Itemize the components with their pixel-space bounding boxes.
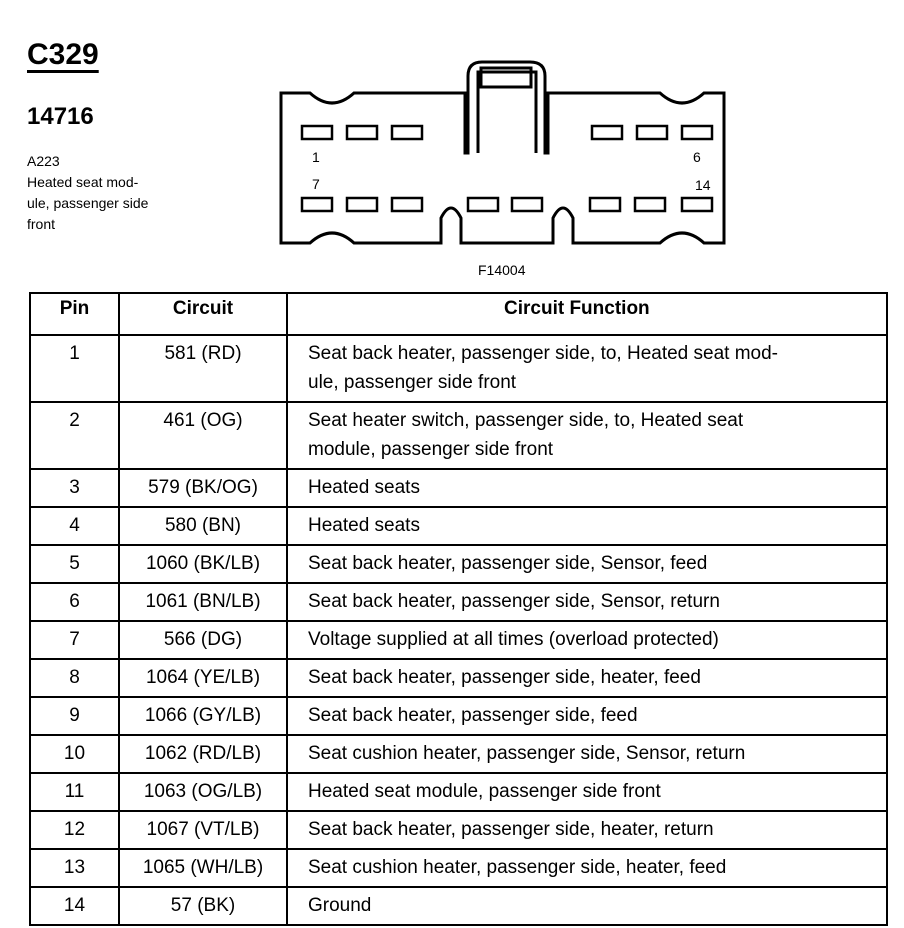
circuit-code: 461 (OG) (119, 402, 287, 469)
circuit-function (287, 887, 887, 925)
pin-number: 9 (30, 697, 119, 735)
description-line: Heated seat mod- (27, 174, 139, 190)
pin-label-1: 1 (312, 149, 320, 165)
circuit-code: 566 (DG) (119, 621, 287, 659)
table-row (30, 469, 887, 507)
table-row (30, 335, 887, 402)
pin-number: 10 (30, 735, 119, 773)
pin-cavity (347, 126, 377, 139)
circuit-function-line: Heated seats (308, 477, 420, 498)
circuit-function-line: module, passenger side front (308, 439, 554, 460)
pin-cavity (392, 126, 422, 139)
table-row (30, 697, 887, 735)
circuit-function (287, 335, 887, 402)
connector-id: C329 (27, 38, 99, 71)
circuit-code: 1062 (RD/LB) (119, 735, 287, 773)
pin-label-6: 6 (693, 149, 701, 165)
pin-number: 1 (30, 335, 119, 402)
pin-cavity (512, 198, 542, 211)
table-row (30, 811, 887, 849)
circuit-code: 581 (RD) (119, 335, 287, 402)
circuit-code: 579 (BK/OG) (119, 469, 287, 507)
description-line: ule, passenger side (27, 195, 149, 211)
circuit-code: 1065 (WH/LB) (119, 849, 287, 887)
circuit-function (287, 583, 887, 621)
pin-number: 7 (30, 621, 119, 659)
pin-cavity (682, 126, 712, 139)
table-row (30, 659, 887, 697)
table-row (30, 887, 887, 925)
table-row (30, 849, 887, 887)
circuit-function (287, 659, 887, 697)
pin-cavity (347, 198, 377, 211)
circuit-code: 1066 (GY/LB) (119, 697, 287, 735)
circuit-function-line: Seat cushion heater, passenger side, Sensor, return (308, 743, 746, 764)
pin-cavity (592, 126, 622, 139)
pin-number: 3 (30, 469, 119, 507)
circuit-function (287, 545, 887, 583)
pin-number: 6 (30, 583, 119, 621)
circuit-code: 1067 (VT/LB) (119, 811, 287, 849)
pin-number: 8 (30, 659, 119, 697)
header-circuit-function: Circuit Function (287, 293, 887, 335)
circuit-function (287, 849, 887, 887)
circuit-code: 1060 (BK/LB) (119, 545, 287, 583)
pin-cavity (302, 126, 332, 139)
description-line: A223 (27, 153, 60, 169)
pin-number: 4 (30, 507, 119, 545)
pin-cavity (590, 198, 620, 211)
circuit-function-line: Seat back heater, passenger side, Sensor, feed (308, 553, 708, 574)
circuit-function-line: Seat back heater, passenger side, to, Heated seat mod- (308, 343, 779, 364)
pin-cavity (302, 198, 332, 211)
table-row (30, 773, 887, 811)
header-circuit: Circuit (119, 293, 287, 335)
circuit-code: 1061 (BN/LB) (119, 583, 287, 621)
pin-number: 2 (30, 402, 119, 469)
table-header-row (30, 293, 887, 335)
table-row (30, 402, 887, 469)
description-line: front (27, 216, 56, 232)
circuit-code: 580 (BN) (119, 507, 287, 545)
pin-number: 14 (30, 887, 119, 925)
circuit-function (287, 402, 887, 469)
circuit-function (287, 469, 887, 507)
pin-number: 12 (30, 811, 119, 849)
table-row (30, 583, 887, 621)
circuit-function-line: Seat back heater, passenger side, feed (308, 705, 638, 726)
figure-id: F14004 (478, 262, 526, 278)
pin-number: 13 (30, 849, 119, 887)
pin-table (29, 292, 888, 926)
circuit-function (287, 507, 887, 545)
circuit-code: 1063 (OG/LB) (119, 773, 287, 811)
part-number: 14716 (27, 103, 94, 130)
circuit-function-line: Voltage supplied at all times (overload protected) (308, 629, 719, 650)
pin-cavity (468, 198, 498, 211)
circuit-code: 1064 (YE/LB) (119, 659, 287, 697)
table-row (30, 621, 887, 659)
connector-face-diagram (275, 58, 735, 253)
table-row (30, 735, 887, 773)
pin-number: 11 (30, 773, 119, 811)
circuit-function-line: ule, passenger side front (308, 372, 517, 393)
pin-cavity (392, 198, 422, 211)
pin-cavity (637, 126, 667, 139)
circuit-function-line: Heated seats (308, 515, 420, 536)
circuit-function-line: Seat back heater, passenger side, Sensor, return (308, 591, 720, 612)
header-pin: Pin (30, 293, 119, 335)
circuit-function (287, 697, 887, 735)
pin-number: 5 (30, 545, 119, 583)
connector-description (27, 151, 187, 235)
circuit-function-line: Seat heater switch, passenger side, to, Heated seat (308, 410, 744, 431)
circuit-function (287, 811, 887, 849)
circuit-code: 57 (BK) (119, 887, 287, 925)
latch-outline (478, 72, 536, 153)
pin-cavity (682, 198, 712, 211)
connector-housing-outline (281, 62, 724, 243)
circuit-function-line: Ground (308, 895, 372, 916)
circuit-function (287, 773, 887, 811)
circuit-function-line: Seat back heater, passenger side, heater, return (308, 819, 714, 840)
circuit-function (287, 735, 887, 773)
circuit-function-line: Seat cushion heater, passenger side, heater, feed (308, 857, 727, 878)
pin-label-7: 7 (312, 176, 320, 192)
circuit-function-line: Seat back heater, passenger side, heater, feed (308, 667, 701, 688)
table-row (30, 507, 887, 545)
circuit-function (287, 621, 887, 659)
circuit-function-line: Heated seat module, passenger side front (308, 781, 661, 802)
pin-cavity (635, 198, 665, 211)
table-row (30, 545, 887, 583)
pin-label-14: 14 (695, 177, 711, 193)
